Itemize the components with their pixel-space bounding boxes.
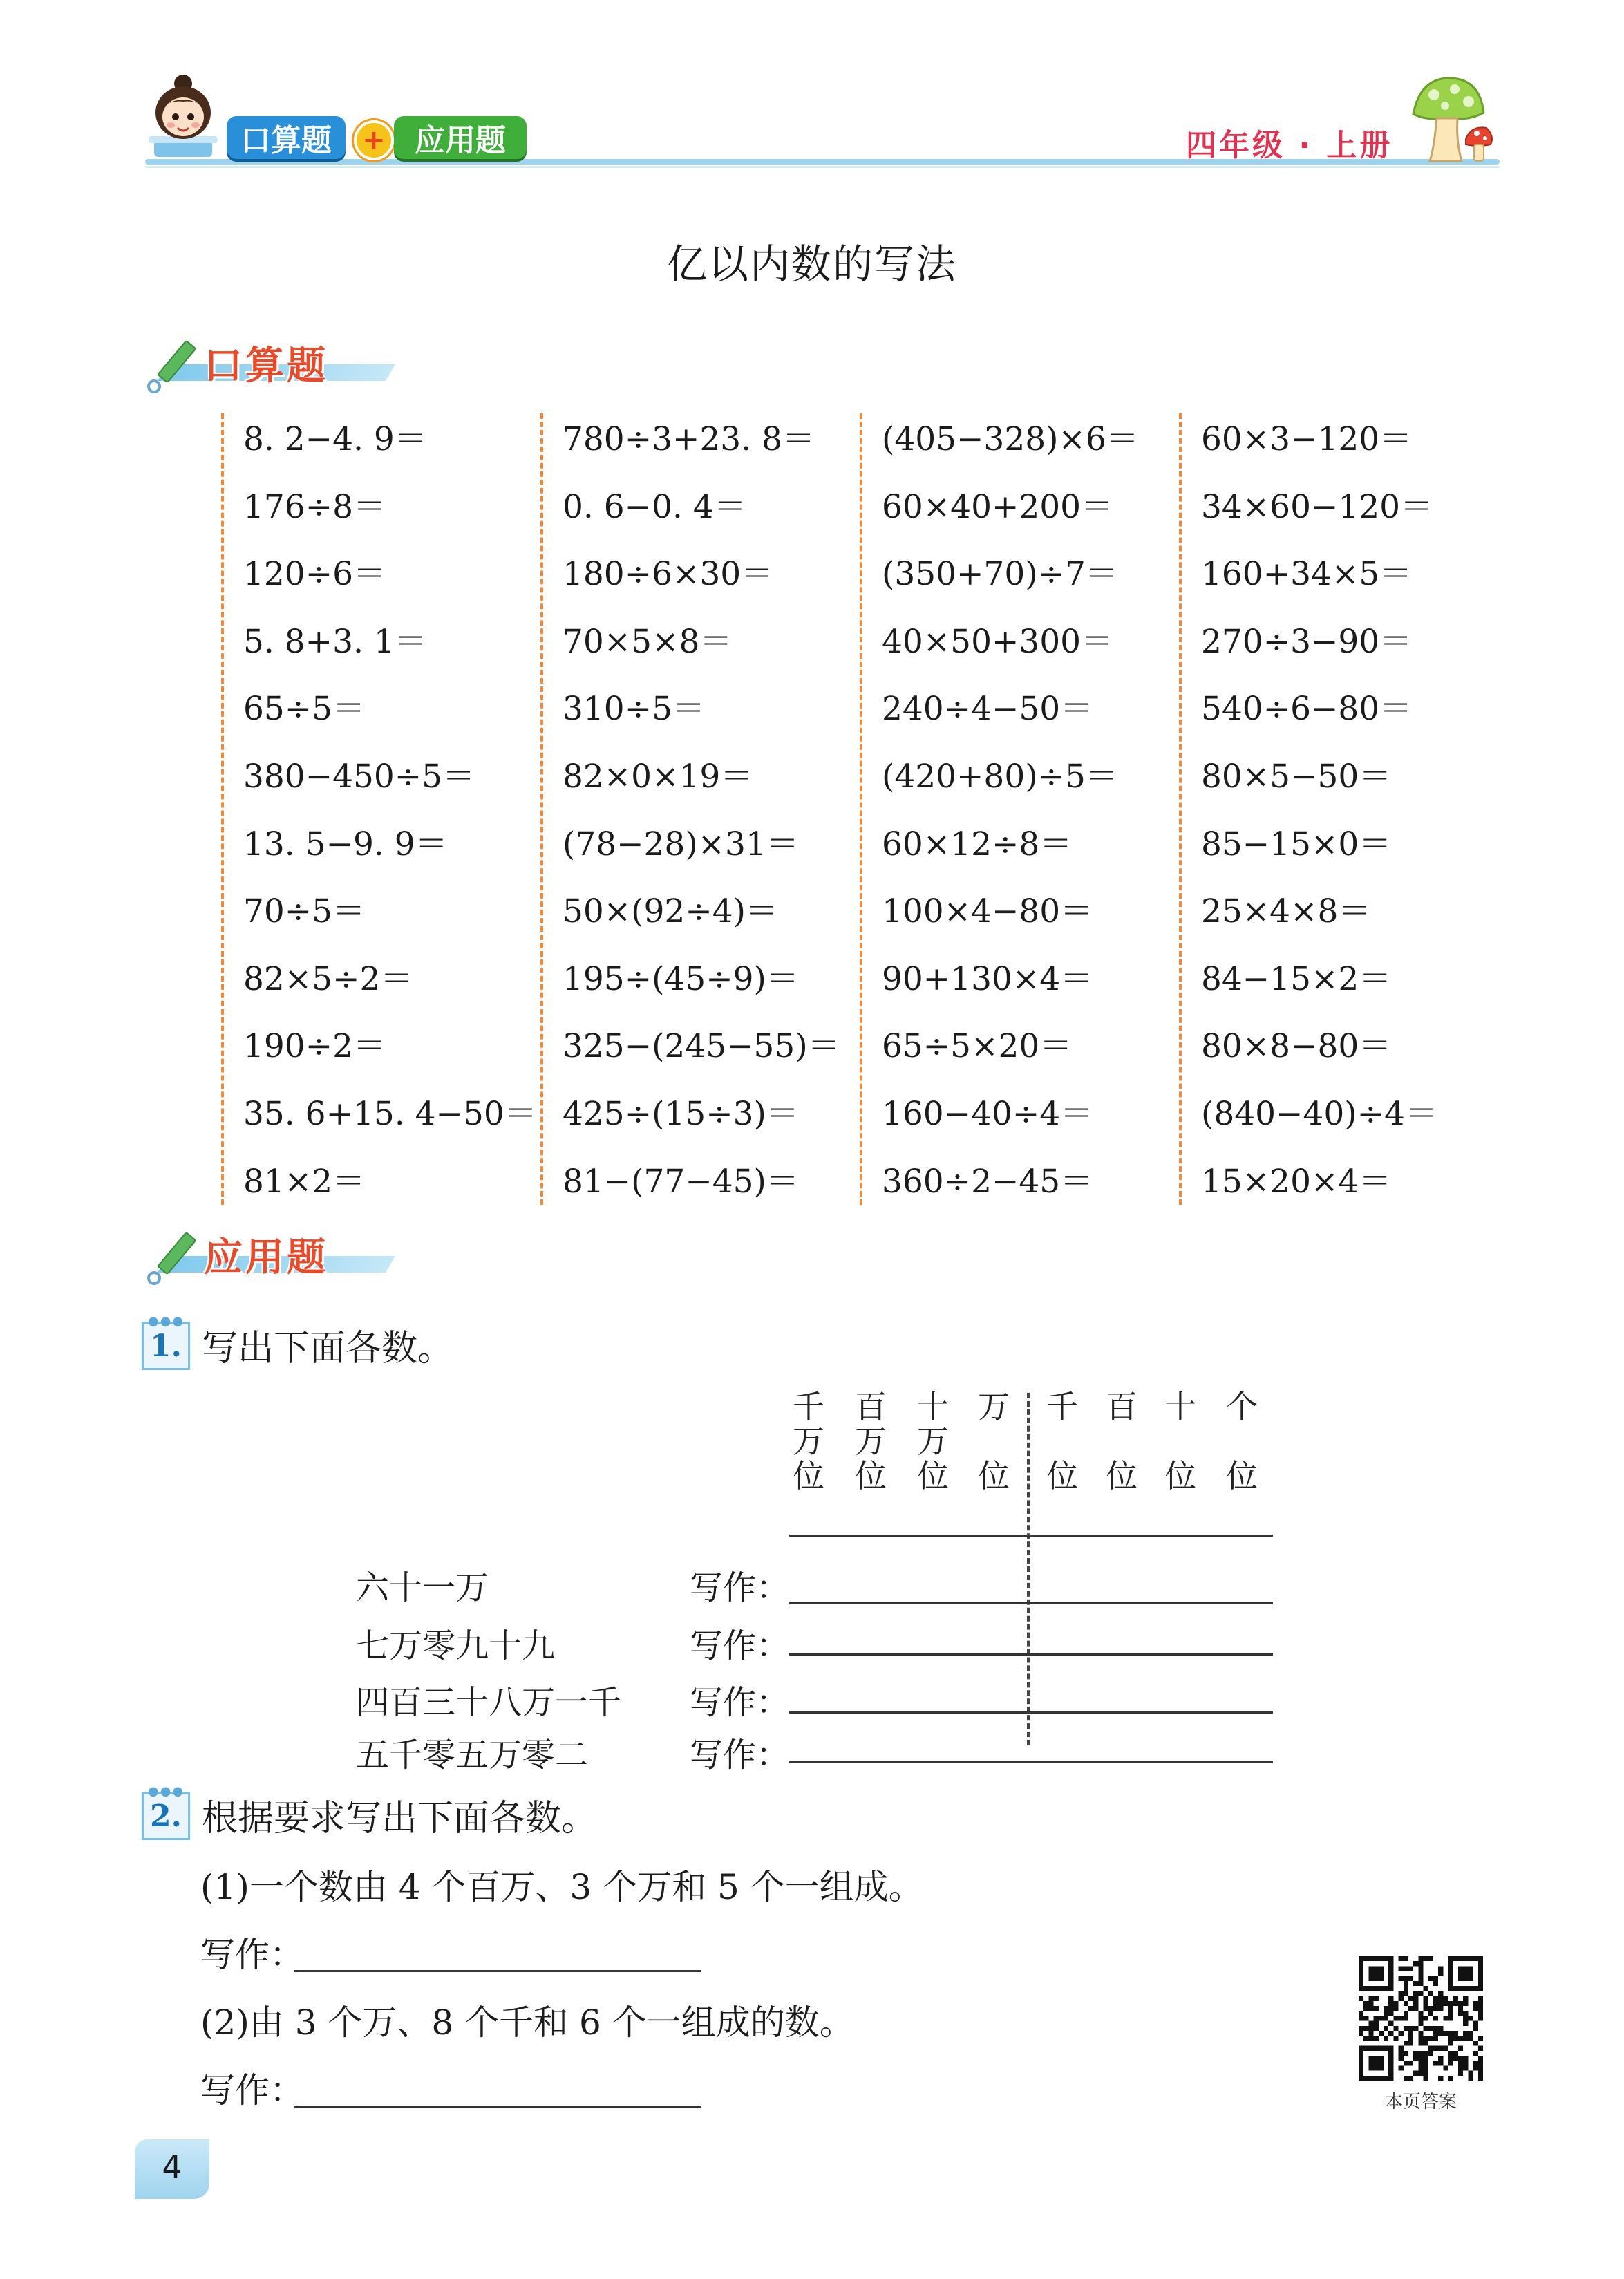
calc-item: 180÷6×30＝	[563, 555, 774, 594]
answer-line[interactable]	[789, 1602, 1273, 1604]
place-header-char: 百	[855, 1388, 887, 1425]
calc-item: (78−28)×31＝	[563, 825, 799, 863]
calc-item: 15×20×4＝	[1201, 1162, 1392, 1201]
number-word: 四百三十八万一千	[356, 1683, 622, 1722]
calc-item: 40×50+300＝	[882, 622, 1114, 661]
section-title-yingyong: 应用题	[204, 1235, 328, 1280]
pencil-icon	[142, 335, 204, 397]
answer-line[interactable]	[789, 1711, 1273, 1714]
place-header-char: 位	[917, 1457, 949, 1494]
place-header-char: 位	[1106, 1457, 1137, 1494]
plus-badge: +	[354, 120, 394, 160]
calc-item: 80×5−50＝	[1201, 758, 1392, 796]
place-header-char: 个	[1226, 1388, 1258, 1425]
calc-item: 176÷8＝	[243, 487, 386, 526]
calc-item: 8. 2−4. 9＝	[243, 420, 427, 458]
calc-item: 5. 8+3. 1＝	[243, 622, 427, 661]
calc-item: 160+34×5＝	[1201, 555, 1413, 594]
calc-item: 120÷6＝	[243, 555, 386, 594]
column-divider	[540, 413, 543, 1205]
answer-line-1[interactable]	[294, 1970, 701, 1972]
calc-item: 60×3−120＝	[1201, 420, 1413, 458]
write-label: 写作：	[690, 1736, 790, 1774]
place-header-char: 位	[855, 1457, 887, 1494]
section-title-kousuan: 口算题	[204, 344, 328, 388]
pencil-icon	[142, 1227, 204, 1289]
number-word: 五千零五万零二	[356, 1736, 589, 1774]
calc-column	[221, 413, 537, 1208]
calc-grid	[221, 413, 1465, 1208]
place-value-headers	[788, 1389, 1285, 1507]
section-header-kousuan	[142, 335, 390, 397]
calc-item: 780÷3+23. 8＝	[563, 420, 815, 458]
yingyong-tag: 应用题	[394, 116, 527, 159]
calc-item: 325−(245−55)＝	[563, 1027, 840, 1066]
calc-item: 0. 6−0. 4＝	[563, 487, 746, 526]
answer-line[interactable]	[789, 1761, 1273, 1763]
place-header-char: 位	[978, 1457, 1010, 1494]
question-number-1	[142, 1314, 190, 1370]
calc-item: 310÷5＝	[563, 690, 705, 729]
calc-item: 34×60−120＝	[1201, 487, 1433, 526]
calc-item: 81−(77−45)＝	[563, 1162, 799, 1201]
grade-label: 四年级 · 上册	[1186, 128, 1393, 163]
calc-item: 70×5×8＝	[563, 622, 733, 661]
qr-code-icon[interactable]	[1359, 1956, 1483, 2081]
place-table-divider	[1027, 1393, 1030, 1745]
place-header-char: 位	[793, 1457, 824, 1494]
place-header-char: 百	[1106, 1388, 1137, 1425]
place-header-char: 十	[917, 1388, 949, 1425]
question-2-sub-2: (2)由 3 个万、8 个千和 6 个一组成的数。	[200, 2003, 854, 2043]
calc-item: 60×40+200＝	[882, 487, 1114, 526]
write-label: 写作：	[690, 1568, 790, 1607]
place-header-char: 万	[917, 1423, 949, 1460]
page-number: 4	[162, 2148, 182, 2186]
calc-item: 240÷4−50＝	[882, 690, 1093, 729]
calc-item: 82×5÷2＝	[243, 959, 413, 998]
calc-item: (840−40)÷4＝	[1201, 1095, 1437, 1133]
place-header-char: 位	[1046, 1457, 1078, 1494]
girl-mascot-icon	[142, 73, 225, 159]
calc-item: 50×(92÷4)＝	[563, 892, 778, 931]
calc-item: 65÷5＝	[243, 690, 366, 729]
calc-item: 360÷2−45＝	[882, 1162, 1093, 1201]
column-divider	[221, 413, 224, 1205]
question-number-1-text: 1.	[150, 1328, 182, 1364]
place-header-char: 万	[978, 1388, 1010, 1425]
calc-item: 425÷(15÷3)＝	[563, 1095, 799, 1133]
section-header-yingyong	[142, 1227, 390, 1289]
calc-item: (420+80)÷5＝	[882, 758, 1118, 796]
calc-item: 81×2＝	[243, 1162, 366, 1201]
calc-item: 195÷(45÷9)＝	[563, 959, 799, 998]
place-header-char: 千	[793, 1388, 824, 1425]
write-label: 写作：	[690, 1683, 790, 1722]
place-header-char: 位	[1164, 1457, 1196, 1494]
question-2-sub-1: (1)一个数由 4 个百万、3 个万和 5 个一组成。	[200, 1867, 923, 1907]
column-divider	[1179, 413, 1182, 1205]
calc-item: 270÷3−90＝	[1201, 622, 1413, 661]
calc-item: 82×0×19＝	[563, 758, 753, 796]
calc-column	[1179, 413, 1483, 1208]
write-label: 写作：	[690, 1626, 790, 1665]
calc-item: 84−15×2＝	[1201, 959, 1392, 998]
calc-item: 35. 6+15. 4−50＝	[243, 1095, 537, 1133]
page-header	[0, 0, 1624, 180]
question-2-text: 根据要求写出下面各数。	[202, 1798, 598, 1839]
place-header-char: 位	[1226, 1457, 1258, 1494]
place-header-char: 千	[1046, 1388, 1078, 1425]
calc-column	[860, 413, 1164, 1208]
number-word: 六十一万	[356, 1568, 489, 1607]
question-1-text: 写出下面各数。	[202, 1328, 454, 1369]
write-label-2: 写作：	[200, 2070, 304, 2110]
calc-column	[540, 413, 844, 1208]
calc-item: (405−328)×6＝	[882, 420, 1139, 458]
calc-item: 65÷5×20＝	[882, 1027, 1073, 1066]
question-number-2-text: 2.	[150, 1798, 182, 1834]
calc-item: 100×4−80＝	[882, 892, 1093, 931]
notepad-rings-icon: ●●●	[148, 1314, 185, 1329]
calc-item: 540÷6−80＝	[1201, 690, 1413, 729]
answer-line[interactable]	[789, 1653, 1273, 1656]
calc-item: 80×8−80＝	[1201, 1027, 1392, 1066]
calc-item: 25×4×8＝	[1201, 892, 1371, 931]
calc-item: 380−450÷5＝	[243, 758, 475, 796]
place-header-char: 十	[1164, 1388, 1196, 1425]
answer-line-2[interactable]	[294, 2106, 701, 2108]
kousuan-tag: 口算题	[227, 116, 346, 159]
qr-caption: 本页答案	[1384, 2092, 1457, 2112]
calc-item: 85−15×0＝	[1201, 825, 1392, 863]
calc-item: 160−40÷4＝	[882, 1095, 1093, 1133]
column-divider	[860, 413, 862, 1205]
place-header-char: 万	[855, 1423, 887, 1460]
number-word: 七万零九十九	[356, 1626, 556, 1665]
notepad-rings-icon: ●●●	[148, 1784, 185, 1799]
calc-item: 70÷5＝	[243, 892, 366, 931]
calc-item: 190÷2＝	[243, 1027, 386, 1066]
place-table-top-rule	[789, 1535, 1273, 1537]
mushroom-icon	[1406, 73, 1496, 169]
write-label-1: 写作：	[200, 1935, 304, 1975]
page-title: 亿以内数的写法	[666, 241, 957, 288]
header-rule-shadow	[145, 166, 1500, 168]
calc-item: (350+70)÷7＝	[882, 555, 1118, 594]
place-header-char: 万	[793, 1423, 824, 1460]
question-number-2	[142, 1784, 190, 1840]
calc-item: 13. 5−9. 9＝	[243, 825, 448, 863]
calc-item: 60×12÷8＝	[882, 825, 1073, 863]
calc-item: 90+130×4＝	[882, 959, 1093, 998]
